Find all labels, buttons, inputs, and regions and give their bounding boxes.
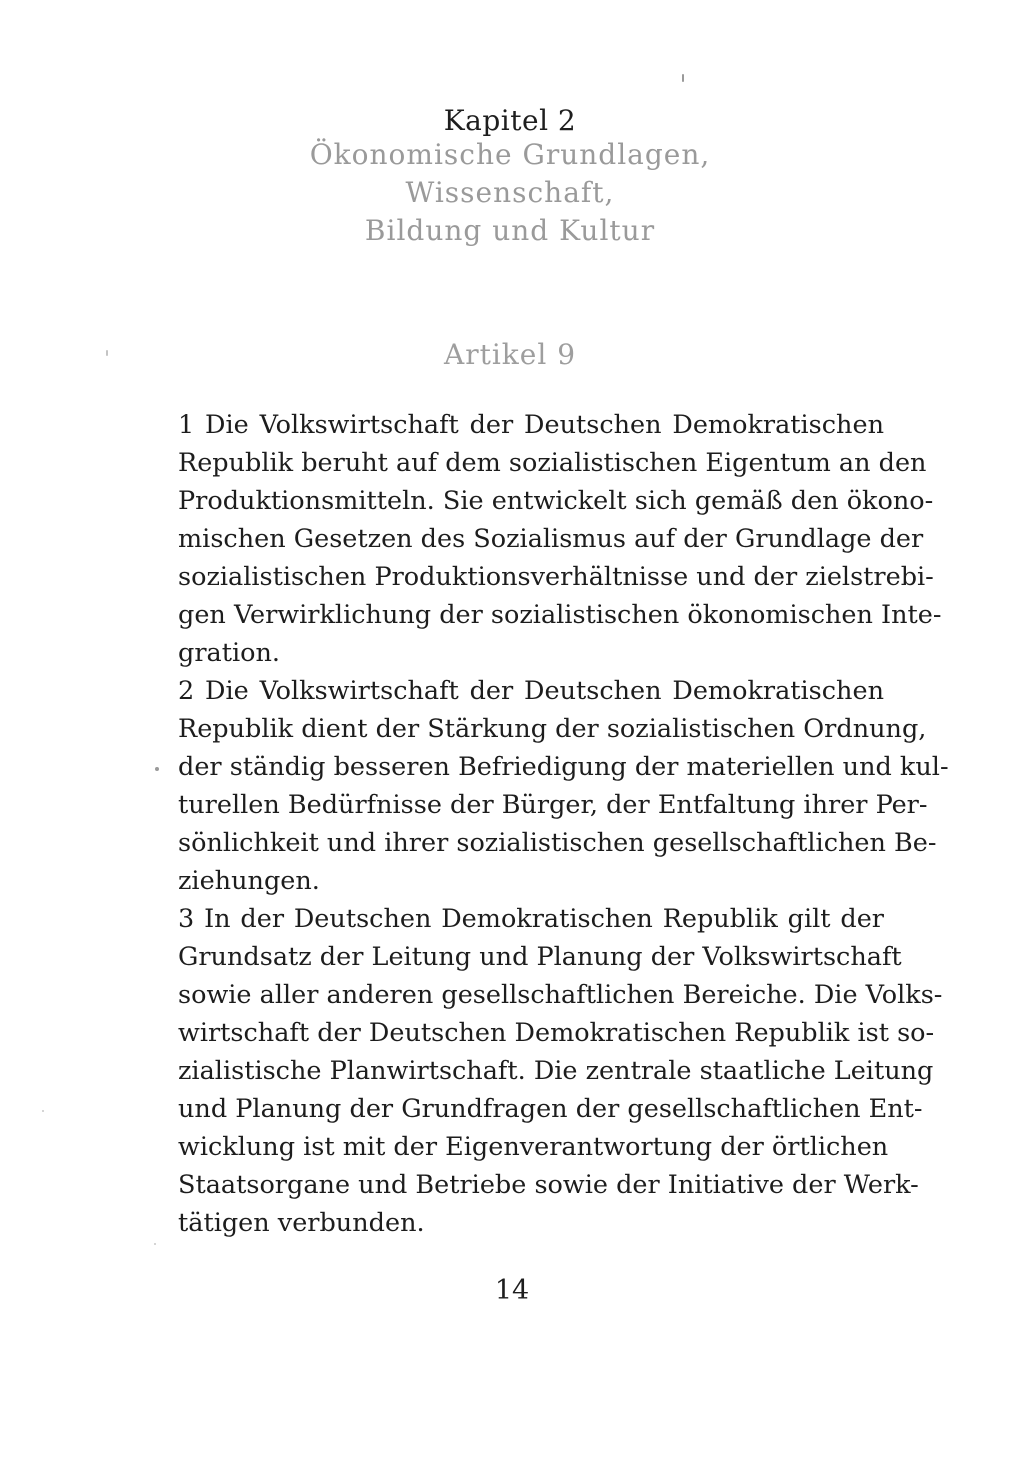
text-line: sozialistischen Produktionsverhältnisse und der zielstrebi- (178, 562, 934, 592)
text-line: der ständig besseren Befriedigung der materiellen und kul- (178, 752, 949, 782)
article-heading: Artikel 9 (443, 338, 577, 371)
scan-speck (106, 350, 108, 356)
text-line: Grundsatz der Leitung und Planung der Volkswirtschaft (178, 942, 902, 972)
text-line: Republik beruht auf dem sozialistischen Eigentum an den (178, 448, 927, 478)
chapter-title-line: Bildung und Kultur (364, 214, 656, 247)
text-line: ziehungen. (178, 866, 320, 896)
scan-speck (154, 1243, 156, 1245)
text-line: 2 Die Volkswirtschaft der Deutschen Demokratischen (178, 676, 884, 706)
text-line: wirtschaft der Deutschen Demokratischen Republik ist so- (178, 1018, 935, 1048)
text-line: mischen Gesetzen des Sozialismus auf der Grundlage der (178, 524, 924, 554)
text-line: tätigen verbunden. (178, 1208, 425, 1238)
scan-speck (155, 767, 159, 771)
text-line: 1 Die Volkswirtschaft der Deutschen Demokratischen (178, 410, 884, 440)
chapter-title-line: Ökonomische Grundlagen, (309, 138, 711, 171)
text-line: gen Verwirklichung der sozialistischen ökonomischen Inte- (178, 600, 942, 630)
text-line: turellen Bedürfnisse der Bürger, der Entfaltung ihrer Per- (178, 790, 928, 820)
text-line: zialistische Planwirtschaft. Die zentrale staatliche Leitung (178, 1056, 934, 1086)
text-line: wicklung ist mit der Eigenverantwortung der örtlichen (178, 1132, 889, 1162)
text-line: sowie aller anderen gesellschaftlichen Bereiche. Die Volks- (178, 980, 943, 1010)
scan-speck (682, 74, 684, 82)
text-line: 3 In der Deutschen Demokratischen Republik gilt der (178, 904, 884, 934)
scan-speck (42, 1110, 44, 1112)
text-line: Staatsorgane und Betriebe sowie der Initiative der Werk- (178, 1170, 919, 1200)
text-line: Republik dient der Stärkung der sozialistischen Ordnung, (178, 714, 927, 744)
chapter-title-line: Wissenschaft, (405, 176, 615, 209)
page-number: 14 (494, 1275, 530, 1306)
text-line: Produktionsmitteln. Sie entwickelt sich gemäß den ökono- (178, 486, 934, 516)
text-line: sönlichkeit und ihrer sozialistischen gesellschaftlichen Be- (178, 828, 937, 858)
text-line: und Planung der Grundfragen der gesellschaftlichen Ent- (178, 1094, 923, 1124)
chapter-label: Kapitel 2 (443, 104, 577, 137)
text-line: gration. (178, 638, 280, 668)
